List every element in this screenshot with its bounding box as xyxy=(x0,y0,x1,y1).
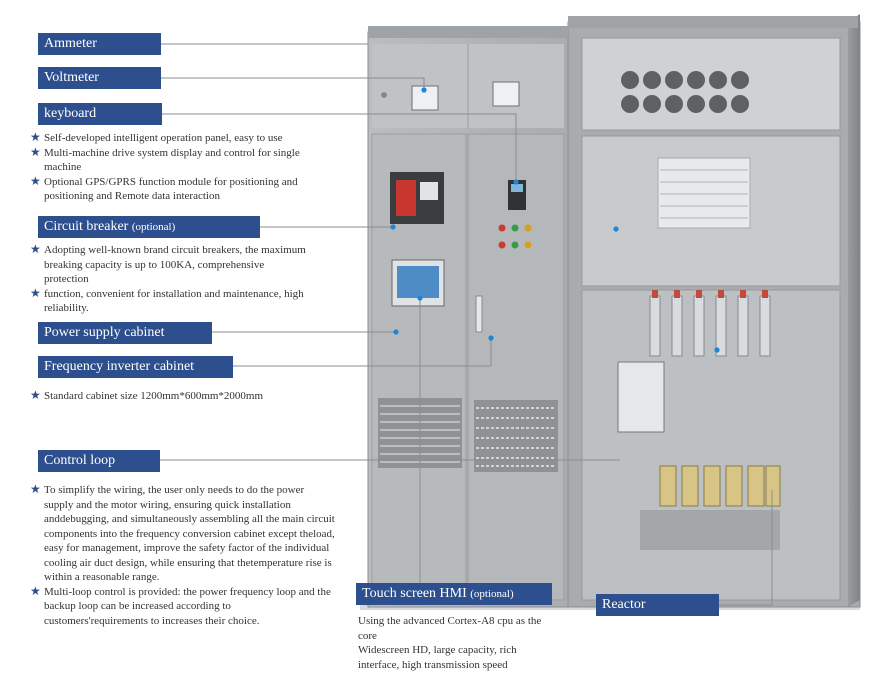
control-loop-label: Control loop xyxy=(38,450,160,472)
star-icon: ★ xyxy=(30,482,41,496)
star-icon: ★ xyxy=(30,130,41,144)
hmi-description: Using the advanced Cortex-A8 cpu as the core Widescreen HD, large capacity, rich interface, high transmission speed xyxy=(358,615,542,671)
star-icon: ★ xyxy=(30,242,41,256)
ammeter-label: Ammeter xyxy=(38,33,161,55)
frequency-inverter-label: Frequency inverter cabinet xyxy=(38,356,233,378)
control-loop-features: ★ To simplify the wiring, the user only needs to do the power supply and the motor wiring, ensuring quick installation anddebugging, and simultaneously assembling all the main circuit components into the frequency conversion cabinet except theload, easy for management, improve the safety factor of the individual cooling air duct design, while ensuring that thetemperature rise is within a reasonable range. ★ Multi-loop control is provided: the power frequency loop and the backup loop can be increased according to customers'requirements to increases their choice. xyxy=(30,482,335,627)
voltmeter-label: Voltmeter xyxy=(38,67,161,89)
keyboard-features: ★ Self-developed intelligent operation panel, easy to use ★ Multi-machine drive system display and control for single machine ★ Optional GPS/GPRS function module for positioning and positioning and Remote data interaction xyxy=(30,130,300,202)
cabinet-size: ★ Standard cabinet size 1200mm*600mm*2000mm xyxy=(30,388,264,402)
reactor-label: Reactor xyxy=(596,594,719,616)
circuit-breaker-label: Circuit breaker (optional) xyxy=(38,216,260,238)
star-icon: ★ xyxy=(30,388,41,402)
touch-screen-label: Touch screen HMI (optional) xyxy=(356,583,552,605)
star-icon: ★ xyxy=(30,173,41,188)
star-icon: ★ xyxy=(30,144,41,159)
breaker-features: ★ Adopting well-known brand circuit breakers, the maximum breaking capacity is up to 100KA, comprehensive protection ★ function, convenient for installation and maintenance, high reliability. xyxy=(30,242,306,314)
star-icon: ★ xyxy=(30,285,41,300)
power-supply-label: Power supply cabinet xyxy=(38,322,212,344)
star-icon: ★ xyxy=(30,583,41,598)
keyboard-label: keyboard xyxy=(38,103,162,125)
